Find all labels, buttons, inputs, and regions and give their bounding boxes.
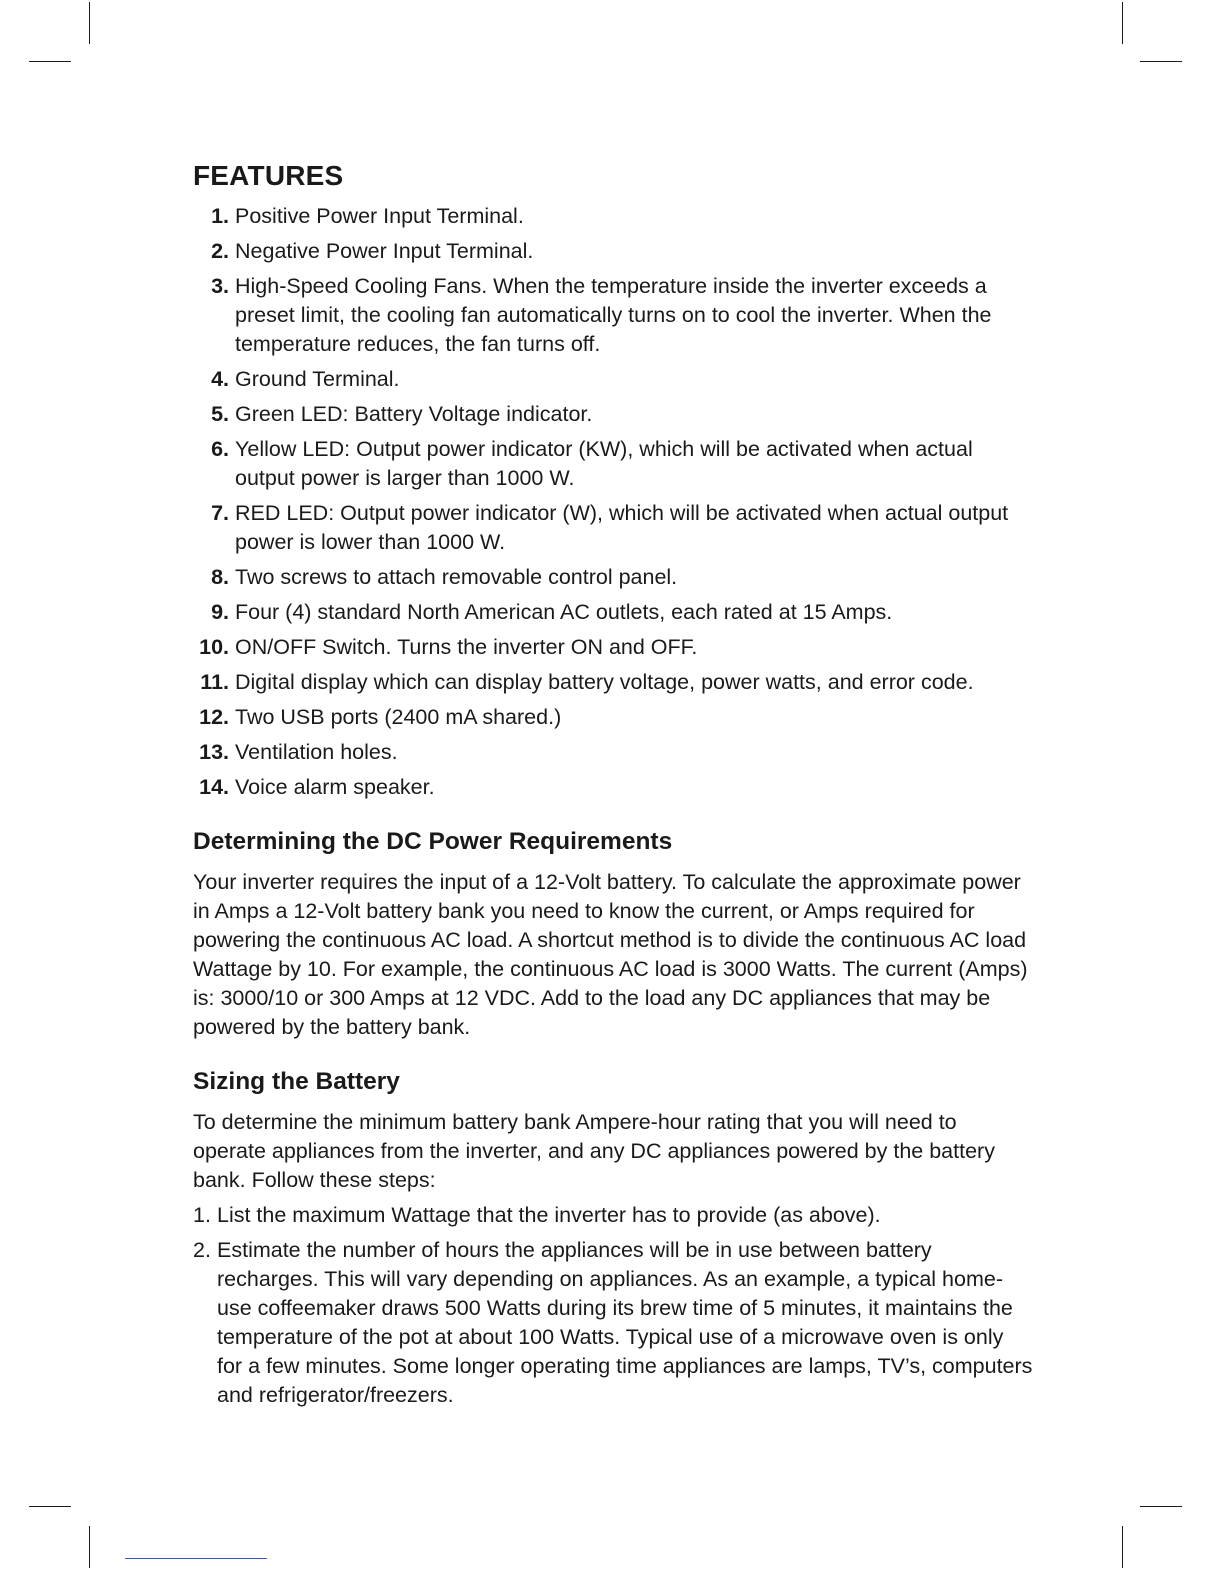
feature-item <box>193 365 1033 394</box>
feature-item <box>193 435 1033 493</box>
feature-text: Two USB ports (2400 mA shared.) <box>235 705 562 729</box>
feature-item <box>193 202 1033 231</box>
crop-mark-bottom-right-vertical <box>1122 1526 1123 1568</box>
feature-item <box>193 668 1033 697</box>
feature-number: 5. <box>211 402 229 426</box>
feature-text: Digital display which can display battery voltage, power watts, and error code. <box>235 670 974 694</box>
crop-mark-top-left-horizontal <box>29 61 71 62</box>
feature-text: Voice alarm speaker. <box>235 775 435 799</box>
feature-number: 7. <box>211 501 229 525</box>
feature-text: Negative Power Input Terminal. <box>235 239 534 263</box>
features-list <box>193 202 1033 802</box>
feature-text: Ventilation holes. <box>235 740 398 764</box>
battery-section <box>193 1068 1033 1410</box>
feature-number: 3. <box>211 274 229 298</box>
dc-power-paragraph: Your inverter requires the input of a 12-Volt battery. To calculate the approximate power in Amps a 12-Volt battery bank you need to know the current, or Amps required for powering the continuous AC load. A shortcut method is to divide the continuous AC load Wattage by 10. For example, the continuous AC load is 3000 Watts. The current (Amps) is: 3000/10 or 300 Amps at 12 VDC. Add to the load any DC appliances that may be powered by the battery bank. <box>193 870 1028 1039</box>
feature-text: Positive Power Input Terminal. <box>235 204 524 228</box>
battery-steps-list <box>193 1201 1033 1410</box>
feature-number: 4. <box>211 367 229 391</box>
feature-number: 2. <box>211 239 229 263</box>
feature-item <box>193 499 1033 557</box>
feature-number: 10. <box>199 635 229 659</box>
step-number: 1. <box>193 1203 211 1227</box>
feature-text: RED LED: Output power indicator (W), which will be activated when actual output power is lower than 1000 W. <box>235 501 1009 554</box>
feature-text: Two screws to attach removable control panel. <box>235 565 678 589</box>
battery-paragraph: To determine the minimum battery bank Ampere-hour rating that you will need to operate appliances from the inverter, and any DC appliances powered by the battery bank. Follow these steps: <box>193 1110 995 1192</box>
step-text: Estimate the number of hours the appliances will be in use between battery recharges. This will vary depending on appliances. As an example, a typical home-use coffeemaker draws 500 Watts during its brew time of 5 minutes, it maintains the temperature of the pot at about 100 Watts. Typical use of a microwave oven is only for a few minutes. Some longer operating time appliances are lamps, TV’s, computers and refrigerator/freezers. <box>217 1238 1033 1407</box>
feature-number: 14. <box>199 775 229 799</box>
step-item <box>193 1201 1033 1230</box>
crop-mark-bottom-right-horizontal <box>1140 1506 1182 1507</box>
step-item <box>193 1236 1033 1410</box>
feature-number: 6. <box>211 437 229 461</box>
feature-item <box>193 598 1033 627</box>
step-text: List the maximum Wattage that the inverter has to provide (as above). <box>217 1203 881 1227</box>
feature-item <box>193 738 1033 767</box>
crop-mark-bottom-left-horizontal <box>29 1506 71 1507</box>
footer-rule <box>125 1558 267 1559</box>
feature-item <box>193 773 1033 802</box>
feature-text: Green LED: Battery Voltage indicator. <box>235 402 593 426</box>
feature-number: 9. <box>211 600 229 624</box>
feature-item <box>193 633 1033 662</box>
feature-text: ON/OFF Switch. Turns the inverter ON and OFF. <box>235 635 698 659</box>
feature-text: Ground Terminal. <box>235 367 400 391</box>
feature-item <box>193 237 1033 266</box>
feature-number: 8. <box>211 565 229 589</box>
step-number: 2. <box>193 1238 211 1262</box>
dc-power-heading: Determining the DC Power Requirements <box>193 828 673 855</box>
features-heading: FEATURES <box>193 160 344 191</box>
feature-number: 11. <box>200 670 229 694</box>
crop-mark-top-right-vertical <box>1122 2 1123 44</box>
feature-number: 1. <box>211 204 229 228</box>
feature-item <box>193 703 1033 732</box>
crop-mark-top-right-horizontal <box>1140 61 1182 62</box>
feature-text: High-Speed Cooling Fans. When the temperature inside the inverter exceeds a preset limit, the cooling fan automatically turns on to cool the inverter. When the temperature reduces, the fan turns off. <box>235 274 992 356</box>
crop-mark-bottom-left-vertical <box>89 1526 90 1568</box>
dc-power-section <box>193 828 1033 1042</box>
feature-item <box>193 272 1033 359</box>
feature-text: Yellow LED: Output power indicator (KW), which will be activated when actual output power is larger than 1000 W. <box>235 437 973 490</box>
feature-number: 12. <box>199 705 229 729</box>
battery-heading: Sizing the Battery <box>193 1068 400 1095</box>
page-content <box>193 160 1033 1416</box>
feature-number: 13. <box>199 740 229 764</box>
crop-mark-top-left-vertical <box>89 2 90 44</box>
feature-text: Four (4) standard North American AC outlets, each rated at 15 Amps. <box>235 600 893 624</box>
feature-item <box>193 563 1033 592</box>
feature-item <box>193 400 1033 429</box>
